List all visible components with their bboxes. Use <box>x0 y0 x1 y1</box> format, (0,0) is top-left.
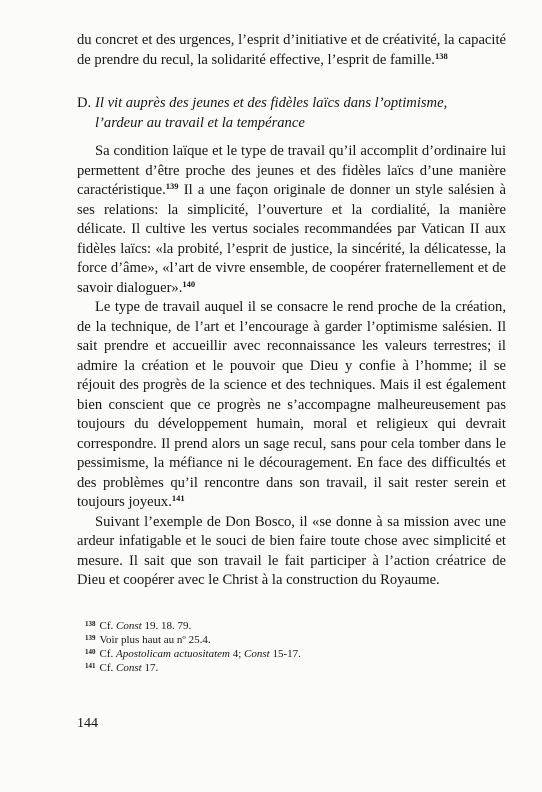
footnote-ref-139[interactable]: 139 <box>165 181 179 191</box>
page-number: 144 <box>77 716 98 731</box>
paragraph-3: Suivant l’exemple de Don Bosco, il «se donne à sa mission avec une ardeur infatigable et le souci de bien faire toute chose avec simplicité et mesure. Il sait que son travail le fait participer à l’action créatrice de Dieu et coopérer avec le Christ à la construction du Royaume. <box>77 513 506 588</box>
page-body <box>77 31 506 675</box>
footnotes <box>85 619 506 675</box>
footnote-139: $^{139}$ Voir plus haut au nº 25.4. <box>85 633 211 646</box>
footnote-140: $^{140}$ Cf. Apostolicam actuositatem 4; Const 15-17. <box>85 647 301 660</box>
paragraph-2: Le type de travail auquel il se consacre le rend proche de la création, de la technique, de l’art et l’encourage à garder l’optimisme salésien. Il sait prendre et accueillir avec reconnaissance les valeurs terrestres; il admire la création et le pouvoir que Dieu y confie à l’homme; il se réjouit des progrès de la science et des techniques. Mais il est également bien conscient que ce progrès ne s’accompagne malheureusement pas toujours du développement humain, moral et religieux qui devrait correspondre. Il prend alors un sage recul, sans pour cela tomber dans le pessimisme, la méfiance ni le découragement. En face des difficultés et des problèmes qu’il rencontre dans son travail, il sait rester serein et toujours joyeux.$^{141}$ <box>77 299 506 510</box>
footnote-ref-140[interactable]: 140 <box>182 278 196 289</box>
section-title: Il vit auprès des jeunes et des fidèles laïcs dans l’optimisme, l’ardeur au travail et la tempérance <box>95 95 448 131</box>
footnote-141: $^{141}$ Cf. Const 17. <box>85 661 159 674</box>
opening-paragraph: du concret et des urgences, l’esprit d’initiative et de créativité, la capacité de prendre du recul, la solidarité effective, l’esprit de famille.$^{138}$ <box>77 32 506 68</box>
section-letter: D. <box>77 95 92 111</box>
footnote-ref-141[interactable]: 141 <box>171 493 185 503</box>
footnote-138: $^{138}$ Cf. Const 19. 18. 79. <box>85 619 192 632</box>
section-heading <box>77 94 506 133</box>
footnote-ref-138[interactable]: 138 <box>434 50 448 61</box>
paragraph-1: Sa condition laïque et le type de travail qu’il accomplit d’ordinaire lui permettent d’être proche des jeunes et des fidèles laïcs d’une manière caractéristique.$^{139}$ Il a une façon originale de donner un style salésien à ses relations: la simplicité, l’ouverture et la cordialité, la manière délicate. Il cultive les vertus sociales recommandées par Vatican II aux fidèles laïcs: «la probité, l’esprit de justice, la sincérité, la délicatesse, la force d’âme», «l’art de vivre ensemble, de coopérer fraternellement et de savoir dialoguer».$^{140}$ <box>77 143 506 296</box>
